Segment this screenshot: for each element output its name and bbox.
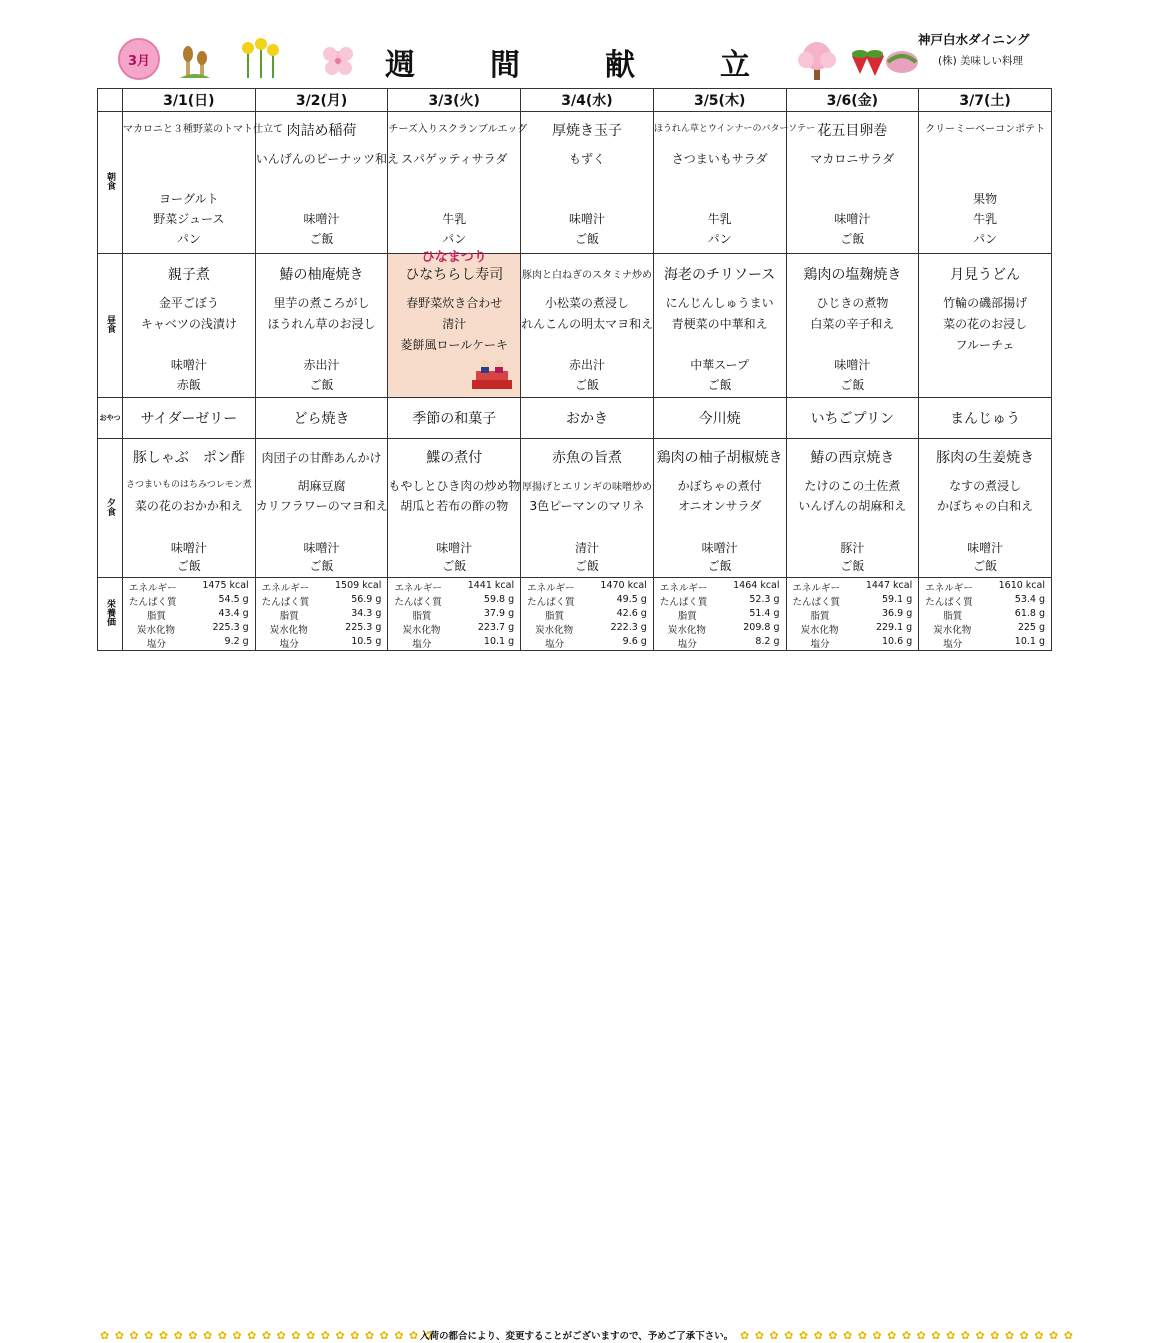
breakfast-cell xyxy=(786,112,919,254)
dish-main: 鶏肉の柚子胡椒焼き xyxy=(656,450,783,466)
dish: 厚揚げとエリンギの味噌炒め xyxy=(521,482,652,493)
dish: たけのこの土佐煮 xyxy=(804,479,901,493)
nutrient-label: 塩分 xyxy=(412,639,432,650)
dish: さつまいもサラダ xyxy=(671,152,768,166)
rapeseed-flower-icon xyxy=(238,38,282,80)
dish: ご飯 xyxy=(574,378,599,392)
dish: ご飯 xyxy=(176,559,201,573)
dish-main: ほうれん草とウインナーのバターソテー xyxy=(653,124,816,134)
dish-main: マカロニと３種野菜のトマト仕立て xyxy=(123,124,283,135)
dish: 青梗菜の中華和え xyxy=(671,317,768,331)
snack-cell: まんじゅう xyxy=(919,398,1052,439)
dish: もやしとひき肉の炒め物 xyxy=(388,479,521,493)
dish: 赤飯 xyxy=(176,378,201,392)
dish: スパゲッティサラダ xyxy=(401,152,508,166)
dish: カリフラワーのマヨ和え xyxy=(255,499,388,513)
nutrient-label: 脂質 xyxy=(545,611,565,622)
nutrient-value: 61.8 g xyxy=(1014,608,1045,619)
dish: パン xyxy=(973,232,998,246)
nutrient-value: 10.6 g xyxy=(882,636,913,647)
nutrient-value: 10.5 g xyxy=(351,636,382,647)
dish: 味噌汁 xyxy=(834,212,871,226)
breakfast-cell xyxy=(255,112,399,254)
nutrient-label: 塩分 xyxy=(810,639,830,650)
dish-main: ひなちらし寿司 xyxy=(405,267,504,283)
dish: 豚汁 xyxy=(840,541,865,555)
tsukushi-icon xyxy=(178,44,212,80)
breakfast-label xyxy=(98,112,123,254)
breakfast-cell xyxy=(521,112,654,254)
nutrient-label: たんぱく質 xyxy=(394,597,442,608)
nutrient-label: 炭水化物 xyxy=(667,625,706,636)
nutrient-label: エネルギー xyxy=(792,583,841,594)
nutrient-value: 8.2 g xyxy=(755,636,780,647)
dish: 野菜ジュース xyxy=(153,212,225,226)
dish: 菱餅風ロールケーキ xyxy=(400,338,509,352)
dish: ひじきの煮物 xyxy=(816,296,889,310)
dish: ご飯 xyxy=(309,559,334,573)
nutrient-value: 209.8 g xyxy=(743,622,780,633)
sakura-flower-icon xyxy=(318,42,358,78)
dish: オニオンサラダ xyxy=(677,499,762,513)
nutrition-cell xyxy=(521,578,654,651)
dish: 赤出汁 xyxy=(568,358,605,372)
corner-cell xyxy=(98,89,123,112)
nutrient-label: エネルギー xyxy=(659,583,708,594)
dish: ご飯 xyxy=(707,378,732,392)
dish: 味噌汁 xyxy=(701,541,738,555)
nutrient-value: 36.9 g xyxy=(882,608,913,619)
snack-cell: 今川焼 xyxy=(653,398,786,439)
lunch-label-text: 昼食 xyxy=(105,315,115,333)
dish: ご飯 xyxy=(442,559,467,573)
dish-main: 海老のチリソース xyxy=(664,267,776,283)
nutrient-label: 脂質 xyxy=(147,611,167,622)
cherry-tree-icon xyxy=(794,40,840,80)
dish-main: 鰆の西京焼き xyxy=(810,450,895,466)
dish: もずく xyxy=(568,152,605,166)
day-header: 3/5(木) xyxy=(653,89,786,112)
nutrient-value: 34.3 g xyxy=(351,608,382,619)
dish-main: 肉詰め稲荷 xyxy=(286,123,357,139)
nutrient-value: 225 g xyxy=(1017,622,1045,633)
dish: 春野菜炊き合わせ xyxy=(406,296,503,310)
nutrient-label: エネルギー xyxy=(527,583,575,594)
nutrient-value: 1475 kcal xyxy=(202,580,249,591)
nutrient-label: エネルギー xyxy=(129,583,177,594)
dish: ご飯 xyxy=(840,559,865,573)
dish: ご飯 xyxy=(574,559,599,573)
snack-cell: 季節の和菓子 xyxy=(388,398,521,439)
dinner-cell xyxy=(786,439,919,578)
dish: 味噌汁 xyxy=(170,541,207,555)
dish-main: 豚肉と白ねぎのスタミナ炒め xyxy=(521,270,652,281)
dish: キャベツの浅漬け xyxy=(140,317,237,331)
dish: かぼちゃの煮付 xyxy=(677,479,762,493)
nutrient-label: 塩分 xyxy=(147,639,167,650)
dish-main: 鰈の煮付 xyxy=(426,450,483,466)
dish-main: 豚肉の生姜焼き xyxy=(936,450,1035,466)
dish: 菜の花のおかか和え xyxy=(134,499,243,513)
dish-main: 親子煮 xyxy=(167,267,210,283)
dish: いんげんのピーナッツ和え xyxy=(255,152,399,166)
dish: パン xyxy=(442,232,467,246)
dinner-cell xyxy=(919,439,1052,578)
lunch-row xyxy=(98,254,1052,398)
nutrient-value: 1447 kcal xyxy=(865,580,913,591)
nutrient-value: 225.3 g xyxy=(345,622,382,633)
nutrient-label: 炭水化物 xyxy=(535,625,574,636)
dish-main: 肉団子の甘酢あんかけ xyxy=(261,451,382,465)
dish: 清汁 xyxy=(574,541,599,555)
dish: ご飯 xyxy=(973,559,998,573)
dish: 胡瓜と若布の酢の物 xyxy=(400,499,509,513)
nutrient-label: 炭水化物 xyxy=(402,625,441,636)
nutrient-value: 9.6 g xyxy=(622,636,647,647)
dish: ご飯 xyxy=(309,378,334,392)
dish: ご飯 xyxy=(574,232,599,246)
nutrient-value: 1441 kcal xyxy=(467,580,515,591)
dish: パン xyxy=(176,232,201,246)
strawberry-icon xyxy=(848,44,888,78)
snack-cell: サイダーゼリー xyxy=(123,398,256,439)
nutrient-label: 塩分 xyxy=(943,639,963,650)
nutrition-cell xyxy=(123,578,256,651)
nutrition-cell xyxy=(653,578,786,651)
breakfast-row xyxy=(98,112,1052,254)
company-subtitle: (株) 美味しい料理 xyxy=(938,55,1024,67)
dish: 牛乳 xyxy=(707,212,732,226)
dish: 小松菜の煮浸し xyxy=(544,296,629,310)
nutrition-row xyxy=(98,578,1052,651)
dish: 味噌汁 xyxy=(303,212,340,226)
nutrient-label: たんぱく質 xyxy=(659,597,708,608)
day-header: 3/4(水) xyxy=(521,89,654,112)
month-badge: 3月 xyxy=(118,38,160,80)
dinner-label-text: 夕食 xyxy=(105,497,115,516)
dinner-cell xyxy=(123,439,256,578)
snack-cell: おかき xyxy=(521,398,654,439)
dish: にんじんしゅうまい xyxy=(665,296,774,310)
dinner-cell xyxy=(255,439,388,578)
snack-label-text: おやつ xyxy=(99,414,121,422)
nutrient-value: 49.5 g xyxy=(616,594,647,605)
title-char-4: 立 xyxy=(720,48,752,83)
dish: 竹輪の磯部揚げ xyxy=(943,296,1028,310)
nutrition-label-text: 栄養価 xyxy=(105,599,115,626)
nutrient-label: 塩分 xyxy=(545,639,565,650)
dish: 中華スープ xyxy=(690,358,750,372)
nutrient-label: 炭水化物 xyxy=(269,625,308,636)
nutrient-value: 1470 kcal xyxy=(600,580,647,591)
nutrient-value: 59.8 g xyxy=(483,594,515,605)
dish-main: クリーミーベーコンポテト xyxy=(925,124,1046,135)
nutrient-value: 52.3 g xyxy=(749,594,780,605)
nutrient-value: 229.1 g xyxy=(875,622,913,633)
nutrient-value: 10.1 g xyxy=(483,636,515,647)
snack-label xyxy=(98,398,123,439)
dinner-label xyxy=(98,439,123,578)
nutrient-value: 51.4 g xyxy=(749,608,780,619)
lunch-cell xyxy=(919,254,1052,398)
day-header: 3/6(金) xyxy=(786,89,919,112)
day-header: 3/2(月) xyxy=(255,89,388,112)
day-header: 3/1(日) xyxy=(123,89,256,112)
dish: ご飯 xyxy=(840,232,865,246)
dish: 里芋の煮ころがし xyxy=(273,296,370,310)
nutrient-value: 222.3 g xyxy=(610,622,647,633)
dish: 味噌汁 xyxy=(303,541,340,555)
dish: 牛乳 xyxy=(973,212,998,226)
nutrition-cell xyxy=(786,578,919,651)
nutrition-cell xyxy=(388,578,521,651)
nutrient-label: 炭水化物 xyxy=(137,625,176,636)
sakuramochi-icon xyxy=(884,44,920,76)
snack-cell: いちごプリン xyxy=(786,398,919,439)
dish-main: チーズ入りスクランブルエッグ xyxy=(388,124,528,135)
dish: 味噌汁 xyxy=(834,358,871,372)
dinner-cell xyxy=(388,439,521,578)
dish: 味噌汁 xyxy=(568,212,605,226)
nutrient-value: 225.3 g xyxy=(212,622,249,633)
nutrition-cell xyxy=(919,578,1052,651)
weekly-menu-table xyxy=(97,88,1052,651)
dish: ほうれん草のお浸し xyxy=(267,317,376,331)
dish: 菜の花のお浸し xyxy=(943,317,1028,331)
dish: 清汁 xyxy=(442,317,467,331)
dinner-cell xyxy=(521,439,654,578)
lunch-cell xyxy=(255,254,388,398)
dish-main: 厚焼き玉子 xyxy=(551,123,622,139)
dish: 3色ピーマンのマリネ xyxy=(529,499,645,513)
nutrient-value: 1509 kcal xyxy=(335,580,382,591)
lunch-cell xyxy=(786,254,919,398)
nutrient-value: 37.9 g xyxy=(483,608,515,619)
dish: 赤出汁 xyxy=(303,358,340,372)
nutrient-value: 1464 kcal xyxy=(733,580,780,591)
nutrient-value: 54.5 g xyxy=(218,594,249,605)
dish: 果物 xyxy=(973,192,998,206)
footer xyxy=(0,662,1160,1342)
nutrient-label: 脂質 xyxy=(412,611,432,622)
lunch-cell xyxy=(653,254,786,398)
breakfast-cell xyxy=(653,112,816,254)
nutrient-value: 56.9 g xyxy=(351,594,382,605)
nutrient-label: 炭水化物 xyxy=(933,625,972,636)
nutrient-label: たんぱく質 xyxy=(527,597,575,608)
hinamatsuri-label: ひなまつり xyxy=(421,250,487,265)
snack-cell: どら焼き xyxy=(255,398,388,439)
flower-border-left: ✿ ✿ ✿ ✿ ✿ ✿ ✿ ✿ ✿ ✿ ✿ ✿ ✿ ✿ ✿ ✿ ✿ ✿ ✿ ✿ ✿ ✿ ✿ xyxy=(100,1329,434,1342)
header xyxy=(0,0,1160,88)
flower-border-right: ✿ ✿ ✿ ✿ ✿ ✿ ✿ ✿ ✿ ✿ ✿ ✿ ✿ ✿ ✿ ✿ ✿ ✿ ✿ ✿ ✿ ✿ ✿ xyxy=(740,1329,1074,1342)
nutrient-label: たんぱく質 xyxy=(792,597,841,608)
dish: れんこんの明太マヨ和え xyxy=(521,317,654,331)
day-header: 3/3(火) xyxy=(388,89,521,112)
nutrient-value: 1610 kcal xyxy=(998,580,1045,591)
dish-main: 鰆の柚庵焼き xyxy=(279,267,364,283)
nutrient-label: 塩分 xyxy=(677,639,697,650)
dinner-cell xyxy=(653,439,786,578)
date-row xyxy=(98,89,1052,112)
dish: かぼちゃの白和え xyxy=(937,499,1034,513)
nutrient-label: たんぱく質 xyxy=(925,597,973,608)
nutrient-label: たんぱく質 xyxy=(129,597,177,608)
nutrient-value: 43.4 g xyxy=(218,608,249,619)
nutrient-label: エネルギー xyxy=(261,583,310,594)
dish: 牛乳 xyxy=(442,212,467,226)
dish-main: 花五目卵巻 xyxy=(817,123,888,139)
hina-dolls-icon xyxy=(470,354,514,390)
dish: 金平ごぼう xyxy=(158,296,219,310)
dish: 味噌汁 xyxy=(967,541,1004,555)
nutrition-label xyxy=(98,578,123,651)
dish: マカロニサラダ xyxy=(810,152,895,166)
dish: さつまいものはちみつレモン煮 xyxy=(125,480,252,490)
nutrient-value: 42.6 g xyxy=(616,608,647,619)
breakfast-label-text: 朝食 xyxy=(105,172,115,190)
breakfast-cell xyxy=(123,112,283,254)
dish: 味噌汁 xyxy=(170,358,207,372)
nutrient-label: エネルギー xyxy=(925,583,973,594)
nutrient-label: 脂質 xyxy=(943,611,963,622)
dish: ご飯 xyxy=(309,232,334,246)
dish: 胡麻豆腐 xyxy=(297,479,346,493)
company-name: 神戸白水ダイニング xyxy=(918,32,1030,47)
breakfast-cell xyxy=(388,112,528,265)
nutrient-label: 塩分 xyxy=(279,639,299,650)
nutrient-label: たんぱく質 xyxy=(261,597,310,608)
dish-main: 豚しゃぶ ポン酢 xyxy=(132,450,245,466)
nutrient-label: 炭水化物 xyxy=(800,625,839,636)
nutrition-cell xyxy=(255,578,388,651)
breakfast-cell xyxy=(919,112,1052,254)
dish: ご飯 xyxy=(707,559,732,573)
dish: ヨーグルト xyxy=(159,192,219,206)
title-char-3: 献 xyxy=(605,48,637,83)
nutrient-label: 脂質 xyxy=(677,611,697,622)
lunch-cell xyxy=(123,254,256,398)
nutrient-label: 脂質 xyxy=(810,611,830,622)
dish: フルーチェ xyxy=(955,338,1015,352)
title-char-2: 間 xyxy=(490,48,522,83)
dish-main: 赤魚の旨煮 xyxy=(551,450,622,466)
day-header: 3/7(土) xyxy=(919,89,1052,112)
dish-main: 鶏肉の塩麹焼き xyxy=(803,267,902,283)
lunch-label xyxy=(98,254,123,398)
nutrient-label: エネルギー xyxy=(394,583,442,594)
dish: いんげんの胡麻和え xyxy=(798,499,907,513)
snack-row xyxy=(98,398,1052,439)
dinner-row xyxy=(98,439,1052,578)
lunch-cell-hinamatsuri xyxy=(388,254,521,398)
nutrient-value: 223.7 g xyxy=(477,622,515,633)
nutrient-value: 9.2 g xyxy=(224,636,249,647)
dish-main: 月見うどん xyxy=(950,267,1021,283)
lunch-cell xyxy=(521,254,654,398)
nutrient-value: 53.4 g xyxy=(1014,594,1045,605)
dish: パン xyxy=(707,232,732,246)
footer-notice: 入荷の都合により、変更することがございますので、予めご了承下さい。 xyxy=(420,1331,734,1342)
dish: 味噌汁 xyxy=(436,541,473,555)
dish: なすの煮浸し xyxy=(949,479,1022,493)
nutrient-value: 59.1 g xyxy=(882,594,913,605)
dish: 白菜の辛子和え xyxy=(810,317,895,331)
dish: ご飯 xyxy=(840,378,865,392)
nutrient-value: 10.1 g xyxy=(1014,636,1045,647)
title-char-1: 週 xyxy=(385,48,417,83)
nutrient-label: 脂質 xyxy=(279,611,299,622)
